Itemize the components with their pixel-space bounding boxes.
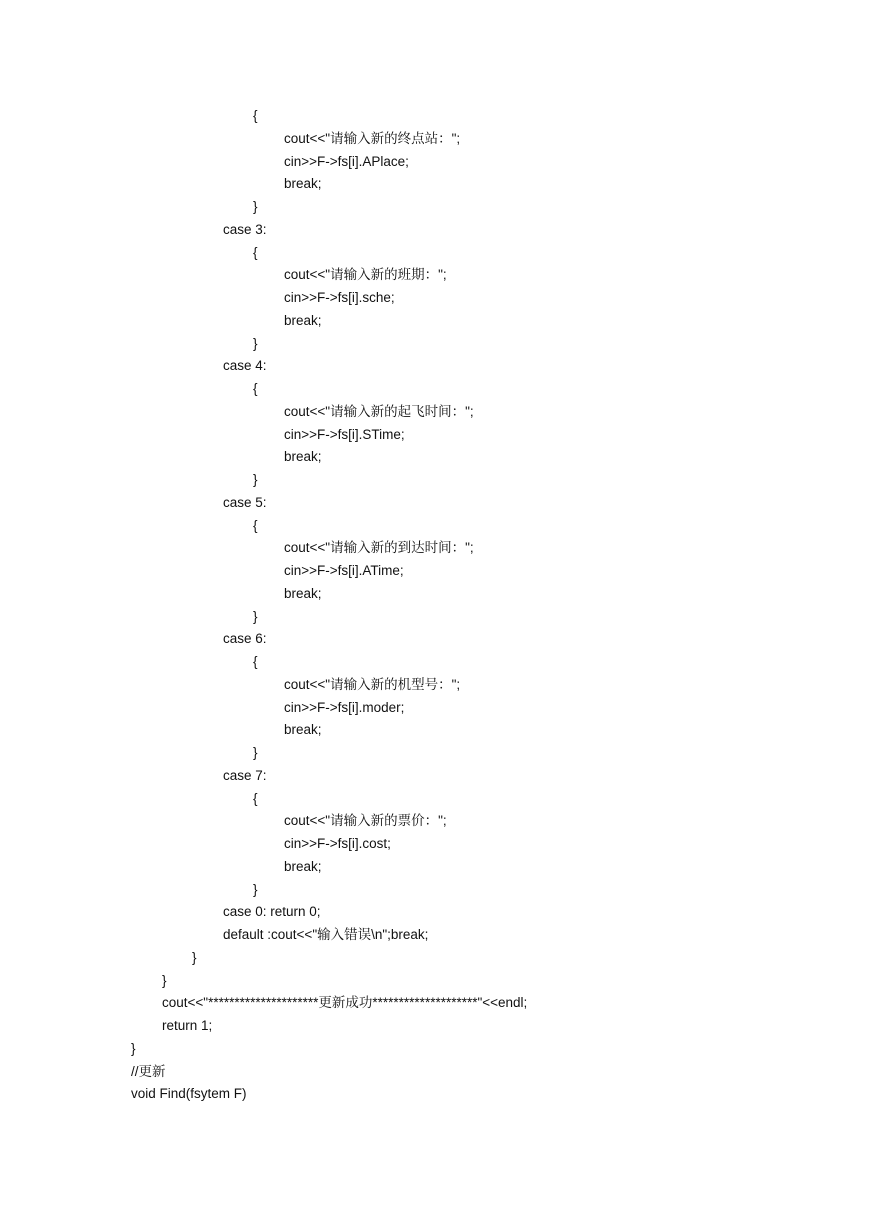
code-line: } xyxy=(253,745,258,760)
code-line: case 3: xyxy=(223,221,267,237)
code-line: return 1; xyxy=(162,1018,213,1033)
code-line: cin>>F->fs[i].moder; xyxy=(284,699,405,715)
code-line: break; xyxy=(284,585,322,601)
code-line: case 7: xyxy=(223,767,267,783)
code-line: { xyxy=(253,517,258,533)
code-line: cout<<"请输入新的票价："; xyxy=(284,813,447,829)
code-line: cout<<"*********************更新成功********************"<<endl; xyxy=(162,995,528,1011)
code-line: } xyxy=(162,972,167,988)
code-line: } xyxy=(253,199,258,214)
code-line: { xyxy=(253,654,258,669)
code-line: case 4: xyxy=(223,358,267,374)
code-line: case 6: xyxy=(223,631,267,647)
code-listing xyxy=(0,105,869,1106)
code-line: } xyxy=(192,949,197,965)
code-line: cout<<"请输入新的到达时间："; xyxy=(284,540,474,556)
code-line: { xyxy=(253,244,258,260)
code-line: cin>>F->fs[i].STime; xyxy=(284,426,405,442)
code-line: case 0: return 0; xyxy=(223,904,321,920)
code-line: case 5: xyxy=(223,494,267,510)
code-line: break; xyxy=(284,722,322,738)
code-line: } xyxy=(253,608,258,624)
code-line: cout<<"请输入新的终点站："; xyxy=(284,130,461,146)
code-line: } xyxy=(253,335,258,351)
code-line: } xyxy=(253,472,258,487)
code-line: cin>>F->fs[i].ATime; xyxy=(284,563,404,578)
code-line: } xyxy=(131,1040,136,1056)
code-line: } xyxy=(253,881,258,897)
code-line: cout<<"请输入新的班期："; xyxy=(284,267,447,283)
code-line: cin>>F->fs[i].cost; xyxy=(284,836,391,851)
code-line: break; xyxy=(284,858,322,874)
code-line: break; xyxy=(284,449,322,465)
code-line: cin>>F->fs[i].APlace; xyxy=(284,153,409,169)
code-line: cout<<"请输入新的机型号："; xyxy=(284,676,461,692)
code-line: { xyxy=(253,108,258,123)
code-line: break; xyxy=(284,312,322,328)
code-line: cout<<"请输入新的起飞时间："; xyxy=(284,403,474,419)
code-line: { xyxy=(253,790,258,806)
code-line: //更新 xyxy=(131,1063,166,1079)
code-line: default :cout<<"输入错误\n";break; xyxy=(223,927,429,942)
code-line: { xyxy=(253,381,258,396)
code-line: cin>>F->fs[i].sche; xyxy=(284,290,395,305)
code-line: void Find(fsytem F) xyxy=(131,1086,247,1102)
code-line: break; xyxy=(284,176,322,192)
